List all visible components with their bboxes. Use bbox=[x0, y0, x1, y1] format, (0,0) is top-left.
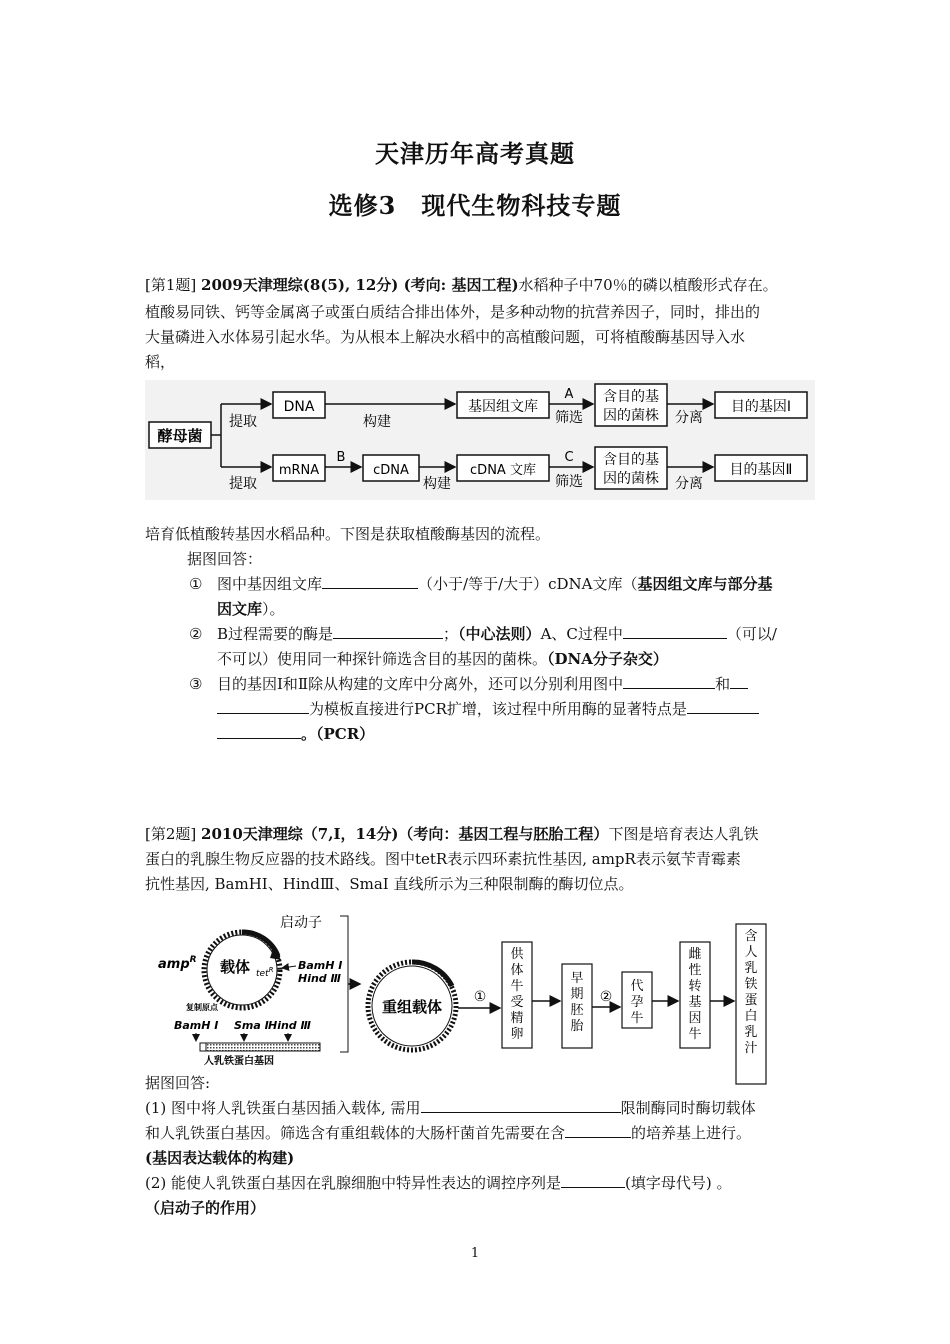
build-label-1: 构建 bbox=[363, 414, 391, 430]
q1-item-1-line-2 bbox=[217, 597, 285, 621]
vertical-char: 胎 bbox=[570, 1019, 584, 1034]
gene-label: 人乳铁蛋白基因 bbox=[204, 1056, 274, 1067]
cdna-library-label: cDNA 文库 bbox=[470, 463, 536, 478]
q1-item-1-number: ① bbox=[189, 575, 203, 593]
q2-line1-rest: 下图是培育表达人乳铁 bbox=[608, 825, 759, 843]
q1-item-2-line-1 bbox=[217, 622, 777, 646]
dna-label: DNA bbox=[283, 399, 315, 415]
q1-item-1-line2-rest: ）。 bbox=[262, 600, 285, 618]
q2-line-2: 蛋白的乳腺生物反应器的技术路线。图中tetR表示四环素抗性基因, ampR表示氨苄青霉素 bbox=[145, 850, 741, 868]
vertical-char: 铁 bbox=[744, 977, 758, 992]
vertical-char: 蛋 bbox=[744, 993, 758, 1008]
extract-label-1: 提取 bbox=[229, 414, 257, 430]
q1-prompt: 据图回答： bbox=[187, 550, 263, 568]
vertical-char: 含 bbox=[744, 929, 758, 944]
separate-label-1: 分离 bbox=[675, 410, 703, 426]
answer-blank[interactable] bbox=[217, 723, 301, 739]
q2-prompt: 据图回答: bbox=[145, 1074, 211, 1092]
extract-label-2: 提取 bbox=[229, 476, 257, 492]
vertical-char: 基 bbox=[688, 995, 702, 1010]
q2-sub2-answer: （启动子的作用） bbox=[145, 1199, 266, 1217]
q1-item-3-text-a: 目的基因Ⅰ和Ⅱ除从构建的文库中分离外，还可以分别利用图中 bbox=[217, 675, 624, 693]
vertical-char: 白 bbox=[744, 1009, 758, 1024]
q1-flow-diagram bbox=[145, 380, 815, 500]
q2-line-1 bbox=[145, 822, 815, 846]
q2-sub2-text-a: (2) 能使人乳铁蛋白基因在乳腺细胞中特异性表达的调控序列是 bbox=[145, 1174, 562, 1192]
q2-sub2-line-1 bbox=[145, 1171, 815, 1195]
q1-item-2-text-b: ； bbox=[443, 625, 459, 643]
label-c: C bbox=[564, 450, 574, 465]
q2-sub1-answer: (基因表达载体的构建) bbox=[145, 1149, 295, 1167]
q1-item-3-line-3 bbox=[217, 722, 374, 746]
target-gene-1-label: 目的基因Ⅰ bbox=[730, 399, 792, 415]
promoter-label: 启动子 bbox=[280, 915, 322, 931]
page-number: 1 bbox=[470, 1246, 480, 1261]
answer-blank[interactable] bbox=[217, 698, 309, 714]
q1-item-1-answer: 基因组文库与部分基 bbox=[637, 575, 773, 593]
q1-item-2-text-a: B过程需要的酶是 bbox=[217, 625, 334, 643]
q1-item-1-text-a: 图中基因组文库 bbox=[217, 575, 323, 593]
vertical-char: 人 bbox=[744, 945, 758, 960]
mrna-label: mRNA bbox=[278, 463, 320, 478]
q2-line-3: 抗性基因, BamHⅠ、HindⅢ、SmaⅠ 直线所示为三种限制酶的酶切位点。 bbox=[145, 875, 634, 893]
q1-after-figure: 培育低植酸转基因水稻品种。下图是获取植酸酶基因的流程。 bbox=[145, 525, 551, 543]
genomic-library-label: 基因组文库 bbox=[468, 399, 538, 415]
vertical-char: 乳 bbox=[744, 961, 758, 976]
answer-blank[interactable] bbox=[623, 673, 715, 689]
answer-blank[interactable] bbox=[565, 1122, 631, 1138]
vertical-char: 乳 bbox=[744, 1025, 758, 1040]
q2-tag: [第2题] bbox=[145, 825, 197, 843]
q2-sub1-text-c: 和人乳铁蛋白基因。筛选含有重组载体的大肠杆菌首先需要在含 bbox=[145, 1124, 566, 1142]
vertical-char: 牛 bbox=[688, 1027, 702, 1042]
yeast-label: 酵母菌 bbox=[157, 427, 203, 445]
separate-label-2: 分离 bbox=[675, 476, 703, 492]
q1-tag: [第1题] bbox=[145, 276, 197, 294]
document-subtitle: 选修3 现代生物科技专题 bbox=[328, 191, 622, 220]
q1-item-1-line-1 bbox=[217, 572, 773, 596]
q1-item-3-text-c: 为模板直接进行PCR扩增，该过程中所用酶的显著特点是 bbox=[309, 700, 687, 718]
q1-item-2-line-2 bbox=[217, 647, 668, 671]
sma-gene-label: Sma Ⅰ bbox=[234, 1019, 269, 1032]
document-title: 天津历年高考真题 bbox=[375, 139, 575, 168]
q2-sub1-text-d: 的培养基上进行。 bbox=[631, 1124, 752, 1142]
vertical-char: 体 bbox=[510, 963, 524, 978]
amp-label: amp$^R$ bbox=[158, 955, 197, 972]
q2-sub1-text-a: (1) 图中将人乳铁蛋白基因插入载体, 需用 bbox=[145, 1099, 421, 1117]
vertical-char: 牛 bbox=[510, 979, 524, 994]
vertical-char: 因 bbox=[688, 1011, 702, 1026]
vertical-char: 胚 bbox=[570, 1003, 584, 1018]
screen-label-2: 筛选 bbox=[555, 474, 583, 490]
bamh-gene-label: BamH Ⅰ bbox=[174, 1019, 219, 1032]
q1-item-1-text-b: （小于/等于/大于）cDNA文库（ bbox=[418, 575, 638, 593]
vertical-char: 孕 bbox=[630, 995, 644, 1010]
vertical-char: 汁 bbox=[744, 1041, 758, 1056]
strain-label-2a: 含目的基 bbox=[603, 452, 659, 468]
step-1-label: ① bbox=[473, 989, 487, 1005]
bamh-site-label: BamH Ⅰ bbox=[298, 959, 343, 972]
label-a: A bbox=[564, 387, 574, 402]
hind-site-label: Hind Ⅲ bbox=[298, 972, 341, 985]
q1-item-2-text-c: A、C过程中 bbox=[540, 625, 623, 643]
cdna-label: cDNA bbox=[373, 463, 409, 478]
answer-blank[interactable] bbox=[421, 1097, 621, 1113]
q2-sub2-text-b: (填字母代号) 。 bbox=[625, 1174, 732, 1192]
answer-blank[interactable] bbox=[322, 573, 418, 589]
q1-line1-rest: 水稻种子中70％的磷以植酸形式存在。 bbox=[518, 276, 778, 294]
vertical-char: 转 bbox=[688, 979, 702, 994]
tet-label: tet$^R$ bbox=[256, 966, 274, 979]
surrogate-cow-text bbox=[630, 979, 643, 1026]
vertical-char: 精 bbox=[510, 1011, 524, 1026]
q1-item-2-line2: 不可以）使用同一种探针筛选含目的基因的菌株。 bbox=[217, 650, 548, 668]
vertical-char: 雌 bbox=[688, 947, 702, 962]
strain-label-2b: 因的菌株 bbox=[603, 471, 659, 487]
vertical-char: 卵 bbox=[510, 1027, 524, 1042]
build-label-2: 构建 bbox=[423, 476, 451, 492]
vertical-char: 期 bbox=[570, 987, 584, 1002]
q2-sub1-text-b: 限制酶同时酶切载体 bbox=[620, 1099, 756, 1117]
lactoferrin-gene-fragment bbox=[200, 1043, 320, 1051]
q1-item-2-text-d: （可以/ bbox=[726, 625, 777, 643]
q1-item-3-line-1 bbox=[217, 672, 748, 696]
vector-label: 载体 bbox=[220, 958, 251, 976]
recombinant-label: 重组载体 bbox=[381, 998, 443, 1016]
lactoferrin-milk-text bbox=[744, 929, 757, 1056]
q1-line-3: 大量磷进入水体易引起水华。为从根本上解决水稻中的高植酸问题，可将植酸酶基因导入水 bbox=[145, 328, 746, 346]
screen-label-1: 筛选 bbox=[555, 410, 583, 426]
vertical-char: 代 bbox=[630, 979, 644, 994]
answer-blank[interactable] bbox=[333, 623, 443, 639]
q1-item-3-number: ③ bbox=[189, 675, 203, 693]
q1-source: 2009天津理综(8(5), 12分) (考向: 基因工程) bbox=[201, 276, 519, 294]
answer-blank[interactable] bbox=[623, 623, 727, 639]
q1-line-4: 稻， bbox=[145, 353, 176, 371]
target-gene-2-label: 目的基因Ⅱ bbox=[729, 462, 793, 478]
vertical-char: 牛 bbox=[630, 1011, 644, 1026]
q1-item-3-answer: 。（PCR） bbox=[301, 725, 375, 743]
q1-item-2-number: ② bbox=[189, 625, 203, 643]
q2-sub1-line-1 bbox=[145, 1096, 815, 1120]
q1-item-2-answer: （中心法则） bbox=[458, 625, 541, 643]
q1-line-2: 植酸易同铁、钙等金属离子或蛋白质结合排出体外，是多种动物的抗营养因子，同时，排出的 bbox=[145, 303, 761, 321]
vertical-char: 受 bbox=[510, 995, 524, 1010]
answer-blank[interactable] bbox=[730, 673, 748, 689]
fertilized-egg-text bbox=[510, 947, 524, 1042]
origin-label: 复制原点 bbox=[186, 1003, 218, 1012]
answer-blank[interactable] bbox=[687, 698, 759, 714]
q1-item-2-answer-2: （DNA分子杂交） bbox=[547, 650, 668, 668]
answer-blank[interactable] bbox=[561, 1172, 625, 1188]
vertical-char: 供 bbox=[510, 947, 524, 962]
vertical-char: 早 bbox=[570, 971, 584, 986]
strain-label-1b: 因的菌株 bbox=[603, 408, 659, 424]
early-embryo-text bbox=[570, 971, 584, 1034]
q1-item-1-answer-cont: 因文库 bbox=[217, 600, 263, 618]
hind-gene-label: Hind Ⅲ bbox=[268, 1019, 311, 1032]
q2-sub1-line-2 bbox=[145, 1121, 815, 1145]
vertical-char: 性 bbox=[688, 963, 702, 978]
q1-item-3-text-b: 和 bbox=[715, 675, 731, 693]
q2-transgenic-diagram bbox=[150, 906, 780, 1088]
step-2-label: ② bbox=[599, 989, 613, 1005]
q2-source: 2010天津理综（7,Ⅰ，14分)（考向：基因工程与胚胎工程） bbox=[201, 825, 609, 843]
q1-item-3-line-2 bbox=[217, 697, 759, 721]
label-b: B bbox=[336, 450, 346, 465]
q1-line-1 bbox=[145, 273, 815, 297]
strain-label-1a: 含目的基 bbox=[603, 389, 659, 405]
